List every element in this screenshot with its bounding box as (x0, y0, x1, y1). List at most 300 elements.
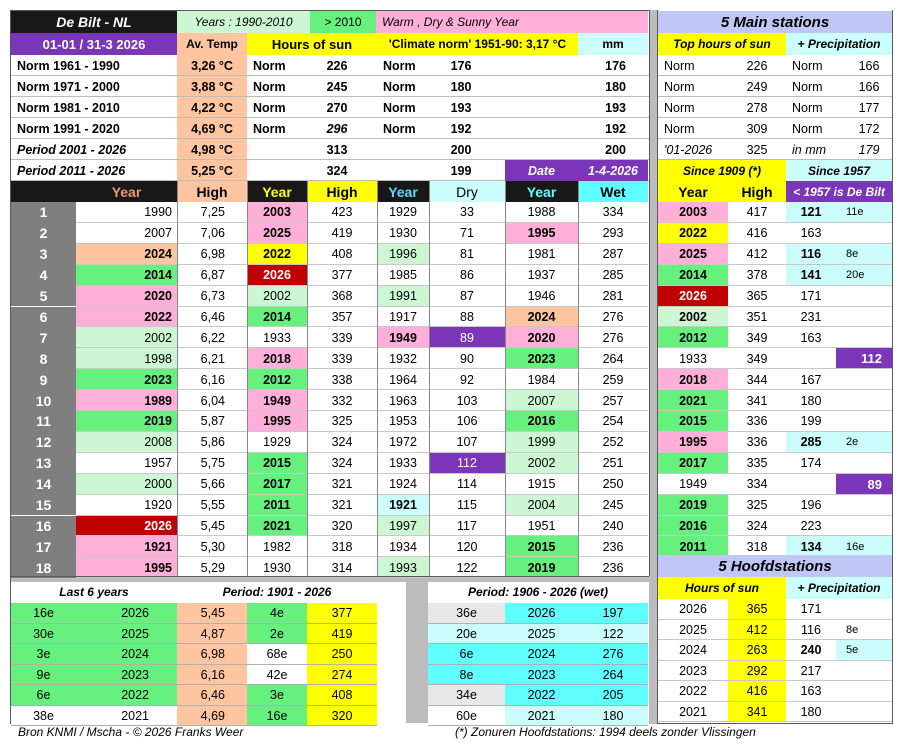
temp-high: 5,86 (200, 435, 225, 450)
grid-line (649, 10, 650, 576)
dry-value: 122 (429, 557, 505, 578)
climate-norm: 'Climate norm' 1951-90: 3,17 °C (377, 33, 578, 55)
r-high: 417 (746, 205, 768, 220)
dry-value: 112 (429, 453, 505, 474)
temp-high: 6,04 (200, 393, 225, 408)
h-sun: 412 (728, 620, 786, 641)
r-rank: 16e (836, 536, 892, 557)
r-rank: 112 (836, 348, 892, 369)
norm-mm: 180 (605, 79, 626, 94)
date-value: 1-4-2026 (578, 160, 648, 181)
norm-mm: 200 (605, 142, 626, 157)
last6-cell: 42e (247, 665, 307, 686)
rnorm-sun: 226 (746, 58, 768, 73)
rnorm-sun: 249 (746, 79, 768, 94)
rnorm-key2: Norm (792, 79, 823, 94)
rnorm-mm: 177 (858, 100, 880, 115)
r-precip: 134 (786, 536, 836, 557)
rank-number: 10 (11, 390, 76, 411)
h-precip: 180 (800, 704, 822, 719)
r-year: 2022 (658, 223, 728, 244)
dry-value: 33 (429, 202, 505, 223)
sun-high: 314 (331, 560, 353, 575)
dry-year: 1917 (377, 307, 429, 328)
wet-year: 1984 (505, 369, 578, 390)
sun-high: 321 (331, 498, 353, 513)
wet6-cell: 2022 (505, 685, 578, 706)
temp-high: 5,87 (200, 414, 225, 429)
r-year: 1995 (658, 432, 728, 453)
temp-year: 1989 (76, 390, 177, 411)
temp-high: 5,29 (200, 560, 225, 575)
r-precip: 196 (786, 495, 836, 516)
r-precip: 163 (786, 223, 836, 244)
r-year: 2021 (658, 390, 728, 411)
wet-value: 281 (602, 289, 624, 304)
norm-key: Norm (383, 58, 416, 73)
last6-cell: 9e (11, 665, 76, 686)
wet-year: 1915 (505, 474, 578, 495)
last6-cell: 2022 (76, 685, 177, 706)
r-precip: 174 (786, 453, 836, 474)
sun-year: 2021 (247, 516, 307, 537)
wet-year: 2015 (505, 536, 578, 557)
wet-year: 2019 (505, 557, 578, 578)
r-year: 2025 (658, 244, 728, 265)
temp-year: 1990 (76, 202, 177, 223)
norm-sun: 313 (326, 142, 348, 157)
last6-cell: 6,98 (177, 644, 247, 665)
r-high: 344 (746, 372, 768, 387)
last6-cell: 3e (11, 644, 76, 665)
dry-value: 120 (429, 536, 505, 557)
rnorm-key2: in mm (792, 142, 827, 157)
norm-key: Norm (383, 121, 416, 136)
h-precip: 163 (800, 684, 822, 699)
wet6-cell: 36e (428, 603, 505, 624)
wet6-cell: 2024 (505, 644, 578, 665)
dry-year: 1932 (377, 348, 429, 369)
r-high-header: High (728, 181, 786, 202)
r-precip: 199 (786, 411, 836, 432)
grid-line (377, 181, 378, 576)
wet6-cell: 2023 (505, 665, 578, 686)
temp-high: 7,06 (200, 226, 225, 241)
wet6-cell: 122 (578, 624, 648, 645)
norm-label: Norm 1961 - 1990 (17, 58, 120, 73)
h-sun: 341 (728, 702, 786, 723)
wet6-cell: 180 (578, 706, 648, 727)
h-year: 2026 (679, 602, 707, 617)
last6-cell: 2e (247, 624, 307, 645)
dry-year: 1964 (377, 369, 429, 390)
rank-number: 8 (11, 348, 76, 369)
wet-year: 2020 (505, 327, 578, 348)
h-year: 2025 (679, 622, 707, 637)
r-high: 318 (746, 539, 768, 554)
rank-number: 13 (11, 453, 76, 474)
norm-temp: 3,26 °C (177, 55, 247, 76)
dry-year: 1949 (377, 327, 429, 348)
dry-year: 1921 (377, 495, 429, 516)
norm-temp: 5,25 °C (177, 160, 247, 181)
separator-bar (649, 10, 657, 724)
wet-value: 293 (602, 226, 624, 241)
dry-value: 71 (429, 223, 505, 244)
rnorm-sun: 309 (746, 121, 768, 136)
column-header: Year (76, 181, 177, 202)
sun-year: 1982 (247, 536, 307, 557)
r-precip (786, 348, 836, 369)
last6-cell: 16e (247, 706, 307, 727)
norm-sun: 324 (326, 163, 348, 178)
av-temp-header: Av. Temp (177, 33, 247, 55)
temp-year: 1921 (76, 536, 177, 557)
norm-key: Norm (383, 100, 416, 115)
wet6-cell: 197 (578, 603, 648, 624)
temp-year: 1995 (76, 557, 177, 578)
r-precip: 167 (786, 369, 836, 390)
r-year: 2011 (658, 536, 728, 557)
grid-line (658, 723, 893, 724)
r-high: 351 (746, 309, 768, 324)
r-high: 378 (746, 268, 768, 283)
h-sun: 416 (728, 681, 786, 702)
r-high: 341 (746, 393, 768, 408)
wet-value: 285 (602, 268, 624, 283)
hours-sun-header: Hours of sun (247, 33, 377, 55)
dry-value: 88 (429, 307, 505, 328)
r-precip: 171 (786, 286, 836, 307)
wet-year: 1937 (505, 265, 578, 286)
rnorm-key2: Norm (792, 100, 823, 115)
sun-year: 1929 (247, 432, 307, 453)
grid-line (658, 721, 892, 722)
wet-year: 1999 (505, 432, 578, 453)
last6-cell: 4e (247, 603, 307, 624)
norm-dry: 180 (450, 79, 472, 94)
r-precip: 163 (786, 327, 836, 348)
last6-cell: 4,69 (177, 706, 247, 727)
h-year: 2023 (679, 663, 707, 678)
wet-value: 259 (602, 372, 624, 387)
sun-year: 2017 (247, 474, 307, 495)
r-year: 2002 (658, 307, 728, 328)
sun-year: 1930 (247, 557, 307, 578)
hoofd-title: 5 Hoofdstations (658, 555, 892, 577)
wet-value: 245 (602, 498, 624, 513)
grid-line (657, 10, 658, 724)
rnorm-key2: Norm (792, 121, 823, 136)
norm-dry: 200 (450, 142, 472, 157)
grid-line (247, 181, 248, 576)
wet6-cell: 2025 (505, 624, 578, 645)
last6-cell: 6,16 (177, 665, 247, 686)
sun-high: 419 (331, 226, 353, 241)
column-header: Wet (578, 181, 648, 202)
dry-value: 117 (429, 516, 505, 537)
gt2010-label: > 2010 (310, 11, 376, 33)
last6-cell: 6e (11, 685, 76, 706)
r-year: 2016 (658, 516, 728, 537)
temp-year: 2000 (76, 474, 177, 495)
last6-cell: 68e (247, 644, 307, 665)
sun-high: 324 (331, 435, 353, 450)
last6-cell: 30e (11, 624, 76, 645)
sun-year: 2014 (247, 307, 307, 328)
r-high: 349 (746, 351, 768, 366)
temp-high: 6,73 (200, 289, 225, 304)
last6-cell: 38e (11, 706, 76, 727)
sun-year: 1995 (247, 411, 307, 432)
precip-header: + Precipitation (786, 33, 892, 55)
norm-dry: 176 (450, 58, 472, 73)
wet-value: 264 (602, 351, 624, 366)
h-sun: 365 (728, 599, 786, 620)
last6-cell: 250 (307, 644, 377, 665)
wet-value: 254 (602, 414, 624, 429)
rank-number: 1 (11, 202, 76, 223)
norm-temp: 4,98 °C (177, 139, 247, 160)
grid-line (578, 181, 579, 576)
rnorm-mm: 172 (858, 121, 880, 136)
grid-line (11, 576, 649, 577)
sun-year: 2015 (247, 453, 307, 474)
wet6-cell: 20e (428, 624, 505, 645)
grid-line (505, 181, 506, 576)
r-rank: 89 (836, 474, 892, 495)
rnorm-key: Norm (664, 100, 695, 115)
dry-year: 1933 (377, 453, 429, 474)
wet-value: 236 (602, 539, 624, 554)
h-year: 2024 (679, 643, 707, 658)
norm-dry: 193 (450, 100, 472, 115)
grid-line (10, 10, 11, 724)
r-year: 1933 (658, 348, 728, 369)
wet-year: 2016 (505, 411, 578, 432)
wet-year: 2007 (505, 390, 578, 411)
grid-line (892, 10, 893, 724)
temp-year: 1998 (76, 348, 177, 369)
r-year: 2018 (658, 369, 728, 390)
dry-year: 1985 (377, 265, 429, 286)
column-header: Dry (429, 181, 505, 202)
column-header: Year (377, 181, 429, 202)
last6-cell: 2026 (76, 603, 177, 624)
sun-high: 332 (331, 393, 353, 408)
sun-year: 2011 (247, 495, 307, 516)
rank-number: 15 (11, 495, 76, 516)
rnorm-mm: 166 (858, 58, 880, 73)
top-hours-header: Top hours of sun (658, 33, 786, 55)
dry-year: 1924 (377, 474, 429, 495)
r-year: 2012 (658, 327, 728, 348)
r-precip: 285 (786, 432, 836, 453)
last6-cell: 3e (247, 685, 307, 706)
wet-value: 276 (602, 309, 624, 324)
wet6-cell: 60e (428, 706, 505, 727)
dry-year: 1934 (377, 536, 429, 557)
rnorm-sun: 278 (746, 100, 768, 115)
last6-cell: 377 (307, 603, 377, 624)
temp-year: 2019 (76, 411, 177, 432)
norm-label: Period 2001 - 2026 (17, 142, 127, 157)
last6-cell: 419 (307, 624, 377, 645)
r-precip: 231 (786, 307, 836, 328)
sun-high: 377 (331, 268, 353, 283)
rnorm-key: '01-2026 (664, 142, 713, 157)
norm-sun: 226 (326, 58, 348, 73)
rank-number: 11 (11, 411, 76, 432)
sun-high: 321 (331, 477, 353, 492)
rank-number: 12 (11, 432, 76, 453)
dry-value: 81 (429, 244, 505, 265)
main-stations-title: 5 Main stations (658, 11, 892, 33)
h-sun: 263 (728, 640, 786, 661)
r-rank: 20e (836, 265, 892, 286)
footer-source: Bron KNMI / Mscha - © 2026 Franks Weer (18, 725, 244, 739)
h-rank: 8e (836, 620, 892, 641)
r-year-header: Year (658, 181, 728, 202)
wet-year: 1981 (505, 244, 578, 265)
temp-high: 6,16 (200, 372, 225, 387)
wet-year: 1995 (505, 223, 578, 244)
r-precip: 116 (786, 244, 836, 265)
norm-key: Norm (253, 121, 286, 136)
sun-high: 325 (331, 414, 353, 429)
wet6-cell: 264 (578, 665, 648, 686)
wet6-cell: 205 (578, 685, 648, 706)
temp-high: 7,25 (200, 205, 225, 220)
dry-year: 1963 (377, 390, 429, 411)
rnorm-key: Norm (664, 58, 695, 73)
sun-high: 338 (331, 372, 353, 387)
dry-year: 1996 (377, 244, 429, 265)
temp-year: 2007 (76, 223, 177, 244)
r-year: 2026 (658, 286, 728, 307)
temp-year: 2022 (76, 307, 177, 328)
last6-cell: 5,45 (177, 603, 247, 624)
temp-high: 6,22 (200, 330, 225, 345)
norm-dry: 192 (450, 121, 472, 136)
period1901-title: Period: 1901 - 2026 (222, 585, 332, 599)
rank-header (11, 181, 76, 202)
norm-temp: 4,22 °C (177, 97, 247, 118)
temp-year: 1957 (76, 453, 177, 474)
norm-label: Norm 1971 - 2000 (17, 79, 120, 94)
r-year: 1949 (658, 474, 728, 495)
sun-high: 318 (331, 539, 353, 554)
r-year: 2015 (658, 411, 728, 432)
temp-high: 5,30 (200, 539, 225, 554)
h-rank: 5e (836, 640, 892, 661)
temp-year: 2002 (76, 327, 177, 348)
last6-cell: 2024 (76, 644, 177, 665)
wet-year: 1951 (505, 516, 578, 537)
rnorm-key: Norm (664, 121, 695, 136)
dry-year: 1997 (377, 516, 429, 537)
wet-value: 236 (602, 560, 624, 575)
sun-high: 339 (331, 330, 353, 345)
wet6-cell: 2021 (505, 706, 578, 727)
rank-number: 14 (11, 474, 76, 495)
wet6-cell: 8e (428, 665, 505, 686)
r-rank: 2e (836, 432, 892, 453)
dry-value: 87 (429, 286, 505, 307)
last6-cell: 274 (307, 665, 377, 686)
norm-mm: 176 (605, 58, 626, 73)
wet-value: 251 (602, 456, 624, 471)
column-header: Year (247, 181, 307, 202)
dry-year: 1929 (377, 202, 429, 223)
h-precip: 217 (800, 663, 822, 678)
wet-value: 257 (602, 393, 624, 408)
r-high: 349 (746, 330, 768, 345)
temp-year: 1920 (76, 495, 177, 516)
norm-mm: 193 (605, 100, 626, 115)
r-precip: 141 (786, 265, 836, 286)
rank-number: 7 (11, 327, 76, 348)
wet-value: 250 (602, 477, 624, 492)
temp-high: 5,66 (200, 477, 225, 492)
r-high: 336 (746, 435, 768, 450)
period1906-title: Period: 1906 - 2026 (wet) (467, 585, 609, 599)
wet-value: 252 (602, 435, 624, 450)
norm-sun: 296 (326, 121, 348, 136)
sun-high: 423 (331, 205, 353, 220)
h-year: 2022 (679, 684, 707, 699)
years-range: Years : 1990-2010 (177, 11, 310, 33)
r-year: 2003 (658, 202, 728, 223)
rank-number: 16 (11, 516, 76, 537)
wet6-cell: 34e (428, 685, 505, 706)
sun-year: 2012 (247, 369, 307, 390)
norm-key: Norm (253, 100, 286, 115)
sun-year: 2025 (247, 223, 307, 244)
dry-year: 1953 (377, 411, 429, 432)
norm-dry: 199 (450, 163, 472, 178)
wet-value: 240 (602, 518, 624, 533)
rank-number: 5 (11, 286, 76, 307)
temp-year: 2014 (76, 265, 177, 286)
rnorm-key2: Norm (792, 58, 823, 73)
h-precip: 240 (800, 643, 822, 658)
r-year: 2019 (658, 495, 728, 516)
rank-number: 2 (11, 223, 76, 244)
sun-year: 2003 (247, 202, 307, 223)
r-rank: 11e (836, 202, 892, 223)
date-label: Date (505, 160, 578, 181)
h-precip: 171 (800, 602, 822, 617)
temp-year: 2026 (76, 516, 177, 537)
r-precip: 223 (786, 516, 836, 537)
dry-year: 1930 (377, 223, 429, 244)
r-high: 412 (746, 247, 768, 262)
hoofd-precip-header: + Precipitation (786, 577, 892, 599)
dry-value: 106 (429, 411, 505, 432)
norm-sun: 270 (326, 100, 348, 115)
h-year: 2021 (679, 704, 707, 719)
separator-bar (406, 576, 428, 723)
sun-year: 2002 (247, 286, 307, 307)
r-precip: 121 (786, 202, 836, 223)
wet-year: 1988 (505, 202, 578, 223)
wet-year: 1946 (505, 286, 578, 307)
sun-year: 2018 (247, 348, 307, 369)
dry-year: 1993 (377, 557, 429, 578)
dry-value: 89 (429, 327, 505, 348)
norm-label: Norm 1991 - 2020 (17, 121, 120, 136)
